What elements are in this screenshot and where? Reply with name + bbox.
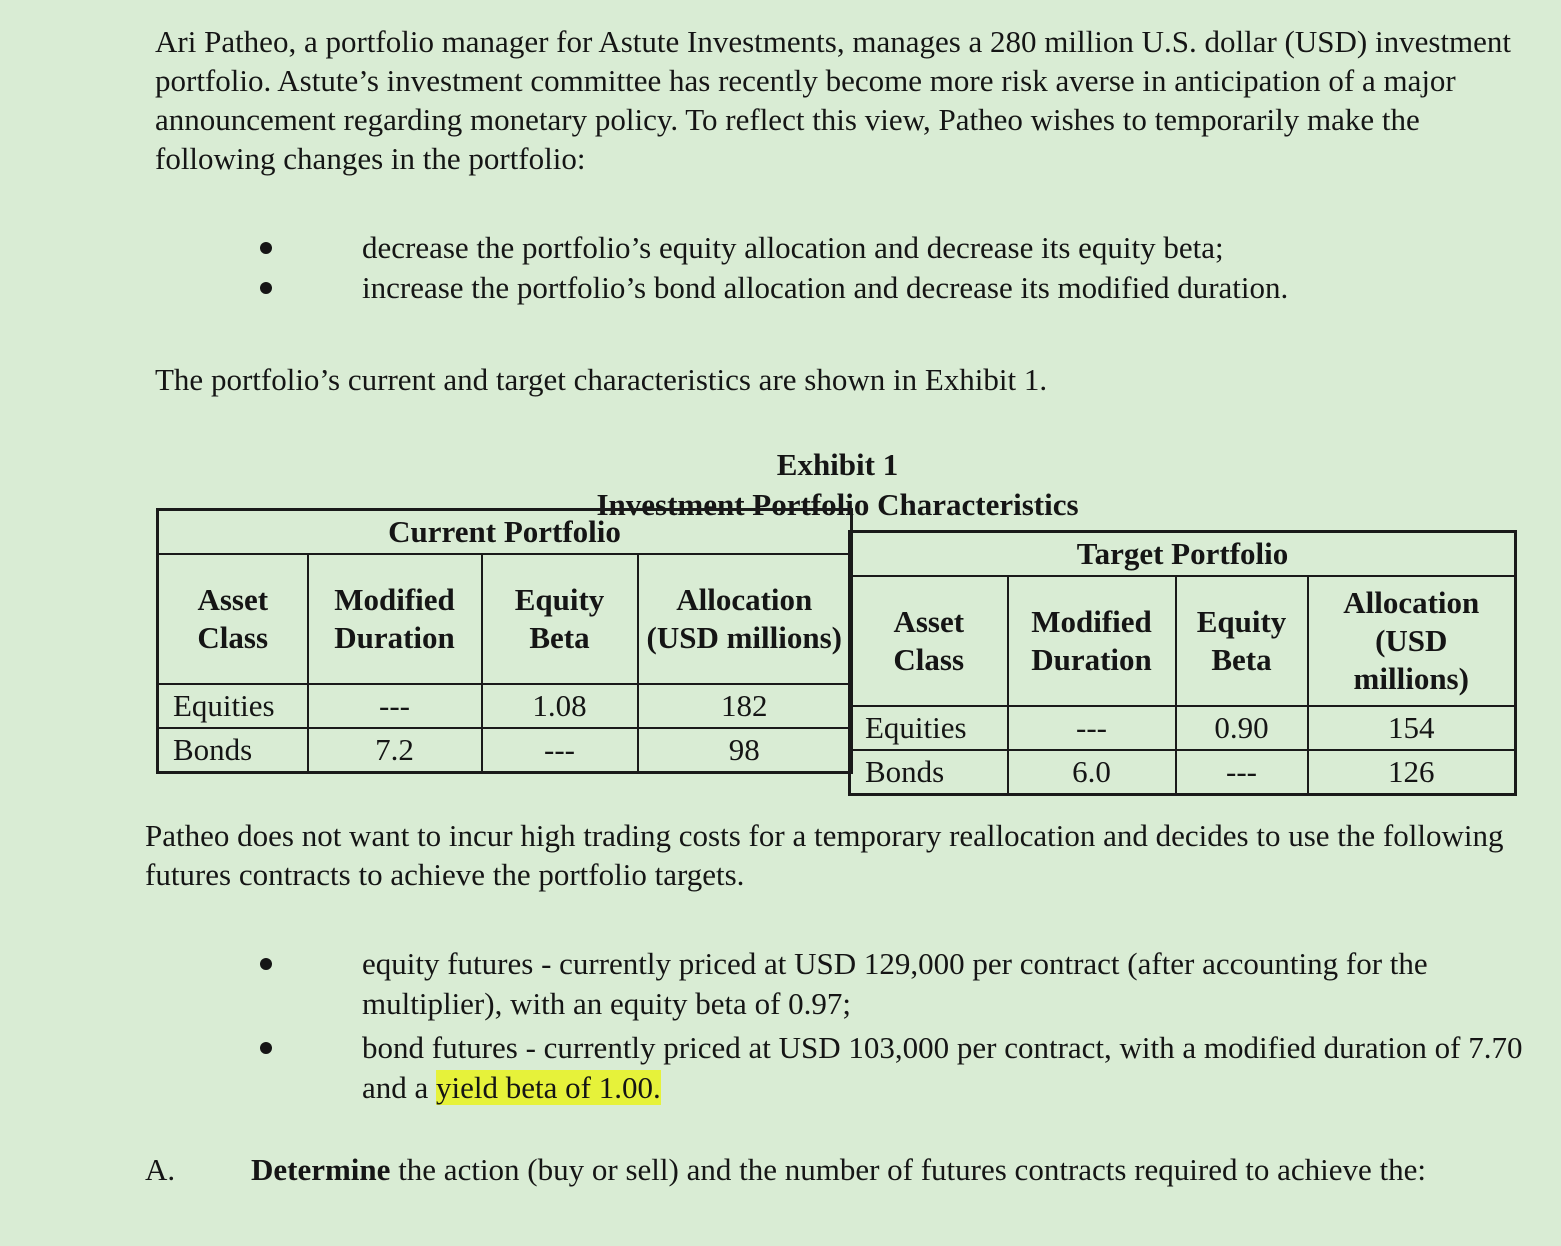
current-portfolio-table — [156, 508, 853, 774]
target-portfolio-table — [848, 530, 1517, 796]
current-portfolio-caption: Current Portfolio — [158, 510, 852, 555]
column-header: Allocation (USD millions) — [1308, 576, 1516, 706]
intro-paragraph: Ari Patheo, a portfolio manager for Astute Investments, manages a 280 million U.S. dollar (USD) investment portfolio. Astute’s investment committee has recently become more risk averse in anticipation of a major announcement regarding monetary policy. To reflect this view, Patheo wishes to temporarily make the following changes in the portfolio: — [155, 24, 1511, 176]
table-cell: 6.0 — [1008, 750, 1176, 795]
table-cell: --- — [1176, 750, 1308, 795]
column-header: Asset Class — [850, 576, 1008, 706]
table-cell: 0.90 — [1176, 706, 1308, 750]
column-header: Allocation (USD millions) — [638, 554, 852, 684]
table-cell: 98 — [638, 728, 852, 773]
table-cell: --- — [1008, 706, 1176, 750]
table-cell: 1.08 — [482, 684, 638, 728]
exhibit-title: Investment Portfolio Characteristics — [596, 487, 1079, 522]
exhibit-lead-paragraph: The portfolio’s current and target characteristics are shown in Exhibit 1. — [155, 362, 1048, 397]
question-verb: Determine — [251, 1152, 391, 1187]
column-header: Equity Beta — [482, 554, 638, 684]
column-header: Asset Class — [158, 554, 308, 684]
column-header: Modified Duration — [1008, 576, 1176, 706]
portfolio-changes-list — [250, 228, 1530, 308]
table-cell: 126 — [1308, 750, 1516, 795]
table-cell: --- — [482, 728, 638, 773]
table-cell: Bonds — [850, 750, 1008, 795]
table-cell: 154 — [1308, 706, 1516, 750]
list-item: increase the portfolio’s bond allocation and decrease its modified duration. — [250, 268, 1530, 308]
list-item: equity futures - currently priced at USD 129,000 per contract (after accounting for the multiplier), with an equity beta of 0.97; — [250, 944, 1530, 1024]
futures-lead-paragraph: Patheo does not want to incur high trading costs for a temporary reallocation and decides to use the following futures contracts to achieve the portfolio targets. — [145, 818, 1504, 892]
highlighted-text: yield beta of 1.00. — [436, 1070, 661, 1105]
question-a — [145, 1150, 1525, 1190]
table-row — [158, 684, 852, 728]
exhibit-number: Exhibit 1 — [776, 447, 899, 482]
column-header: Modified Duration — [308, 554, 482, 684]
table-cell: --- — [308, 684, 482, 728]
table-row — [158, 728, 852, 773]
table-row — [850, 750, 1516, 795]
list-item — [250, 1028, 1530, 1108]
futures-list — [250, 944, 1530, 1112]
target-portfolio-caption: Target Portfolio — [850, 532, 1516, 577]
column-header: Equity Beta — [1176, 576, 1308, 706]
table-cell: 7.2 — [308, 728, 482, 773]
question-letter: A. — [145, 1152, 176, 1187]
table-cell: Equities — [850, 706, 1008, 750]
question-body: the action (buy or sell) and the number of futures contracts required to achieve the: — [390, 1152, 1426, 1187]
table-cell: Bonds — [158, 728, 308, 773]
list-item: decrease the portfolio’s equity allocation and decrease its equity beta; — [250, 228, 1530, 268]
table-cell: 182 — [638, 684, 852, 728]
question-text — [251, 1150, 1525, 1190]
table-row — [850, 706, 1516, 750]
table-cell: Equities — [158, 684, 308, 728]
bond-futures-text: bond futures - currently priced at USD 103,000 per contract, with a modified duration of 7.70 and a — [362, 1030, 1523, 1105]
